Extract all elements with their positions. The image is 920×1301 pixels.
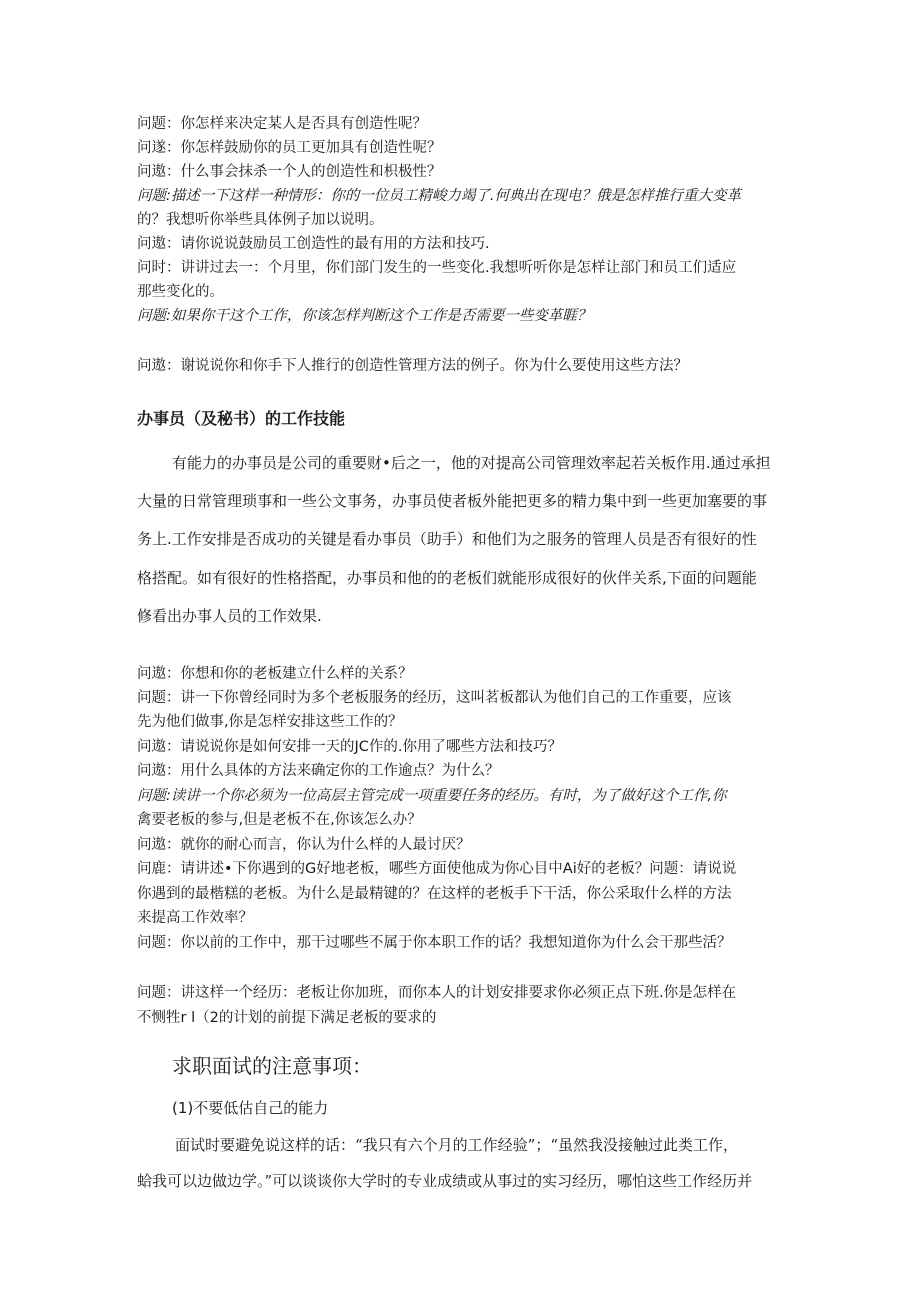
question-line: 问遨：你想和你的老板建立什么样的关系？ [137, 666, 413, 682]
question-line: 问遨：请说说你是如何安排一天的JC作的.你用了哪些方法和技巧？ [137, 739, 563, 755]
section-heading: 办事员（及秘书）的工作技能 [137, 409, 346, 428]
question-line: 问遨：就你的耐心而言，你认为什么样的人最讨厌？ [137, 837, 471, 853]
question-line: 问题:如果你干这个工作，你该怎样判断这个工作是否需要一些变革睚？ [137, 308, 592, 324]
section-title: 求职面试的注意事项： [172, 1054, 372, 1078]
question-line: 不恻牲r l（2的计划的前提下满足老板的要求的 [137, 1010, 437, 1026]
paragraph-line: 大量的日常管理琐事和一些公文事务，办事员使者板外能把更多的精力集中到一些更加塞要的事 [137, 492, 768, 510]
question-line: 问题：讲一下你曾经同时为多个老板服务的经历，这叫茗板都认为他们自己的工作重要，应该 [137, 690, 732, 706]
subsection-title: (1)不要低估自己的能力 [172, 1099, 329, 1117]
question-line: 问遨：请你说说鼓励员工创造性的最有用的方法和技巧. [137, 236, 490, 252]
paragraph-line: 蛤我可以边做边学。”可以谈谈你大学时的专业成绩或从事过的实习经历，哪怕这些工作经历并 [137, 1172, 753, 1190]
question-line: 问题：你以前的工作中，那干过哪些不属于你本职工作的话？我想知道你为什么会干那些活？ [137, 935, 732, 951]
question-line: 问遂：你怎样鼓励你的员工更加具有创造性呢？ [137, 140, 442, 156]
question-line: 禽要老板的参与,但是老板不在,你该怎么办？ [137, 812, 422, 828]
question-line: 你遇到的最楷糕的老板。为什么是最精键的？在这样的老板手下干活，你公采取什么样的方法 [137, 886, 732, 902]
question-line: 问遨：什么事会抹杀一个人的创造性和枳极性？ [137, 164, 442, 180]
question-line: 来提高工作效率？ [137, 910, 253, 926]
question-line: 问题：讲这样一个经历：老板让你加班，而你本人的计划安排要求你必须正点下班.你是怎样在 [137, 985, 737, 1001]
question-line: 问题:描述一下这样一种情形：你的一位员工精峻力竭了.何典出在现电？俄是怎样推行重大变革 [137, 188, 741, 204]
question-line: 那些变化的。 [137, 284, 224, 300]
question-line: 问鹿：请讲述•下你遇到的G好地老板，哪些方面使他成为你心目中Ai好的老板？问题：请说说 [137, 861, 737, 877]
question-line: 问遨：谢说说你和你手下人推行的创造性管理方法的例子。你为什么要使用这些方法？ [137, 358, 688, 374]
question-line: 的？我想听你举些具体例子加以说明。 [137, 212, 384, 228]
paragraph-line: 面试时要避免说这样的话：“我只有六个月的工作经验”；“虽然我没接触过此类工作， [175, 1136, 739, 1154]
question-line: 先为他们做事,你是怎样安排这些工作的？ [137, 714, 403, 730]
question-line: 问题:读讲一个你必须为一位高层主管完成一项重要任务的经历。有时，为了做好这个工作,你 [137, 788, 727, 804]
paragraph-line: 务上.工作安排是否成功的关键是看办事员（助手）和他们为之服务的管理人员是否有很好的性 [137, 530, 757, 548]
question-line: 问时：讲讲过去一：个月里，你们部门发生的一些变化.我想听听你是怎样让部门和员工们适应 [137, 260, 737, 276]
question-line: 问题：你怎样来决定某人是否具有创造性呢？ [137, 116, 427, 132]
paragraph-line: 格搭配。如有很好的性格搭配，办事员和他的的老板们就能形成很好的伙伴关系,下面的问题能 [137, 569, 757, 587]
paragraph-line: 有能力的办事员是公司的重要财•后之一，他的对提高公司管理效率起若关板作用.通过承担 [172, 454, 771, 472]
question-line: 问遨：用什么具体的方法来确定你的工作逾点？为什么？ [137, 763, 500, 779]
paragraph-line: 修看出办事人员的工作效果. [137, 607, 322, 625]
